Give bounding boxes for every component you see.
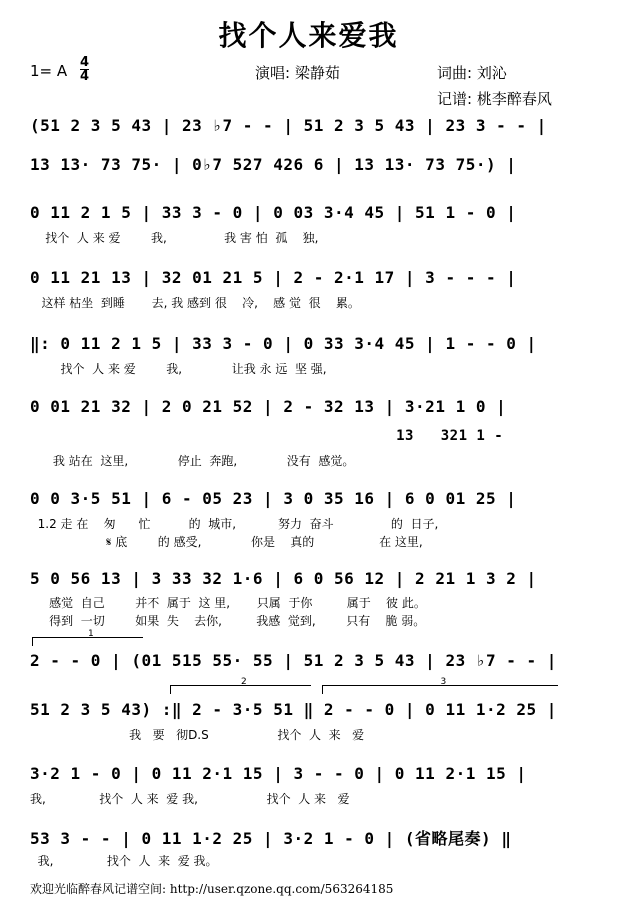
notes: 0 01 21 32 | 2 0 21 52 | 2 - 32 13 | 3·21 1 0 | — [30, 397, 507, 416]
notes: 13 321 1 - — [30, 428, 504, 444]
lyrics: 1.2 走 在 匆 忙 的 城市, 努力 奋斗 的 日子, — [30, 517, 439, 531]
volta-3: 3 — [322, 685, 558, 694]
composer-credit: 词曲: 刘沁 — [437, 64, 507, 82]
lyrics: 我, 找个 人 来 爱 我, 找个 人 来 爱 — [30, 792, 350, 806]
notes: 51 2 3 5 43) :‖ 2 - 3·5 51 ‖ 2 - - 0 | 0 11 1·2 25 | — [30, 700, 557, 719]
time-signature-bottom: 4 — [80, 69, 90, 84]
notes: 0 11 2 1 5 | 33 3 - 0 | 0 03 3·4 45 | 51 1 - 0 | — [30, 203, 517, 222]
lyrics: 感觉 自己 并不 属于 这 里, 只属 于你 属于 彼 此。 — [30, 596, 426, 610]
lyrics: 得到 一切 如果 失 去你, 我感 觉到, 只有 脆 弱。 — [30, 614, 426, 628]
notes: 3·2 1 - 0 | 0 11 2·1 15 | 3 - - 0 | 0 11 2·1 15 | — [30, 764, 527, 783]
time-signature — [80, 56, 89, 83]
notes: 2 - - 0 | (01 515 55· 55 | 51 2 3 5 43 | 23 ♭7 - - | — [30, 651, 557, 670]
notes: 53 3 - - | 0 11 1·2 25 | 3·2 1 - 0 | (省略尾奏) ‖ — [30, 829, 512, 848]
transcriber-credit: 记谱: 桃李醉春风 — [437, 90, 552, 108]
lyrics: 𝄋 底 的 感受, 你是 真的 在 这里, — [30, 535, 423, 549]
singer-credit: 演唱: 梁静茹 — [255, 64, 340, 82]
lyrics: 找个 人 来 爱 我, 让我 永 远 坚 强, — [30, 362, 327, 376]
volta-1: 1 — [32, 637, 143, 646]
time-signature-top: 4 — [80, 55, 90, 70]
notes: 5 0 56 13 | 3 33 32 1·6 | 6 0 56 12 | 2 21 1 3 2 | — [30, 569, 537, 588]
page-title: 找个人来爱我 — [218, 19, 399, 52]
notes: ‖: 0 11 2 1 5 | 33 3 - 0 | 0 33 3·4 45 | 1 - - 0 | — [30, 334, 537, 353]
lyrics: 我 站在 这里, 停止 奔跑, 没有 感觉。 — [30, 454, 355, 468]
lyrics: 我 要 彻D.S 找个 人 来 爱 — [30, 728, 365, 742]
notes: 0 0 3·5 51 | 6 - 05 23 | 3 0 35 16 | 6 0 01 25 | — [30, 489, 517, 508]
volta-2: 2 — [170, 685, 311, 694]
lyrics: 这样 枯坐 到睡 去, 我 感到 很 冷, 感 觉 很 累。 — [30, 296, 360, 310]
footer-credit: 欢迎光临醉春风记谱空间: http://user.qzone.qq.com/563264185 — [30, 882, 394, 896]
lyrics: 找个 人 来 爱 我, 我 害 怕 孤 独, — [30, 231, 319, 245]
key-signature: 1= A — [30, 62, 68, 80]
lyrics: 我, 找个 人 来 爱 我。 — [30, 854, 218, 868]
notes: (51 2 3 5 43 | 23 ♭7 - - | 51 2 3 5 43 | 23 3 - - | — [30, 116, 547, 135]
notes: 0 11 21 13 | 32 01 21 5 | 2 - 2·1 17 | 3 - - - | — [30, 268, 517, 287]
notes: 13 13· 73 75· | 0♭7 527 426 6 | 13 13· 73 75·) | — [30, 155, 517, 174]
